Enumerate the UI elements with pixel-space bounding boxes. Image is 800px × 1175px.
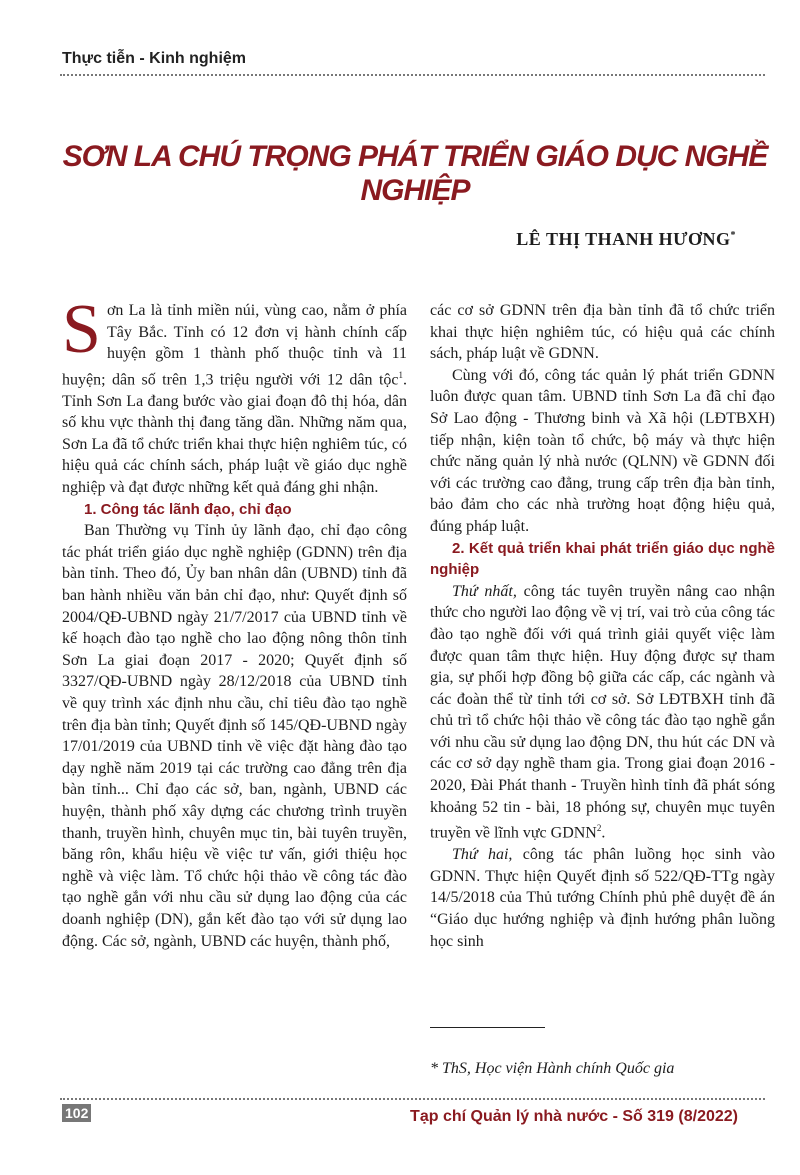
lead-phrase: Thứ nhất,	[452, 582, 517, 600]
article-title: SƠN LA CHÚ TRỌNG PHÁT TRIỂN GIÁO DỤC NGHỀ NGHIỆP	[62, 140, 768, 207]
paragraph	[430, 581, 775, 844]
paragraph-text: công tác tuyên truyền nâng cao nhận thức cho người lao động về vị trí, vai trò của công tác đào tạo nghề đối với quá trình giải quyết việc làm được quan tâm thực hiện. Huy động được sự tham gia, sự phối hợp đồng bộ giữa các cấp, các ngành và các đoàn thể từ tỉnh tới cơ sở. Sở LĐTBXH tỉnh đã chủ trì tổ chức hội thảo về công tác đào tạo nghề gắn với nhu cầu sử dụng lao động DN, thu hút các DN và các cơ sở dạy nghề tham gia. Trong giai đoạn 2016 - 2020, Đài Phát thanh - Truyền hình tỉnh đã phát sóng khoảng 52 tin - bài, 18 phóng sự, chuyên mục tuyên truyền về lĩnh vực GDNN	[430, 582, 776, 842]
page-number: 102	[62, 1104, 91, 1122]
section-heading-1: 1. Công tác lãnh đạo, chỉ đạo	[84, 500, 292, 518]
right-column	[430, 300, 775, 952]
paragraph-end: .	[601, 824, 606, 842]
paragraph-text: công tác phân luồng học sinh vào GDNN. Thực hiện Quyết định số 522/QĐ-TTg ngày 14/5/2018 của Thủ tướng Chính phủ phê duyệt đề án “Giáo dục hướng nghiệp và định hướng phân luồng học sinh	[430, 846, 775, 950]
section-label: Thực tiễn - Kinh nghiệm	[62, 50, 247, 67]
intro-text-b: . Tỉnh Sơn La đang bước vào giai đoạn đô thị hóa, dân số khu vực thành thị đang tăng dần. Những năm qua, Sơn La đã tổ chức triển khai thực hiện nghiêm túc, có hiệu quả các chính sách, pháp luật về giáo dục nghề nghiệp và đạt được những kết quả đáng ghi nhận.	[62, 371, 407, 497]
footnote-ref-2: 2	[596, 823, 602, 834]
author-name: LÊ THỊ THANH HƯƠNG	[516, 229, 731, 249]
author-line	[516, 229, 736, 250]
journal-info: Tạp chí Quản lý nhà nước - Số 319 (8/2022)	[410, 1108, 738, 1125]
intro-text-a: ơn La là tỉnh miền núi, vùng cao, nằm ở phía Tây Bắc. Tỉnh có 12 đơn vị hành chính cấp huyện gồm 1 thành phố thuộc tỉnh và 11 huyện; dân số trên 1,3 triệu người với 12 dân tộc	[62, 302, 407, 389]
footnote-divider	[430, 1027, 545, 1028]
paragraph: Cùng với đó, công tác quản lý phát triển GDNN luôn được quan tâm. UBND tỉnh Sơn La đã chỉ đạo Sở Lao động - Thương binh và Xã hội (LĐTBXH) tiếp nhận, kiện toàn tổ chức, bộ máy và thực hiện chức năng quản lý nhà nước (QLNN) về GDNN đối với các trường cao đẳng, trung cấp trên địa bàn tỉnh, bảo đảm cho các nhà trường hoạt động hiệu quả, đúng pháp luật.	[430, 366, 775, 535]
intro-paragraph	[62, 291, 407, 499]
paragraph: Ban Thường vụ Tỉnh ủy lãnh đạo, chỉ đạo công tác phát triển giáo dục nghề nghiệp (GDNN) trên địa bàn tỉnh. Theo đó, Ủy ban nhân dân (UBND) tỉnh đã ban hành nhiều văn bản chỉ đạo, như: Quyết định số 2004/QĐ-UBND ngày 21/7/2017 của UBND tỉnh về kế hoạch đào tạo nghề cho lao động nông thôn tỉnh Sơn La giai đoạn 2017 - 2020; Quyết định số 3327/QĐ-UBND ngày 28/12/2018 của UBND tỉnh về quy trình xác định nhu cầu, chỉ tiêu đào tạo nghề trên địa bàn tỉnh; Quyết định số 145/QĐ-UBND ngày 17/01/2019 của UBND tỉnh về việc đặt hàng đào tạo dạy nghề năm 2019 tại các trường cao đẳng trên địa bàn tỉnh... Chỉ đạo các sở, ban, ngành, UBND các huyện, thành phố xây dựng các chương trình truyền thanh, truyền hình, chuyên mục tin, bài tuyên truyền, băng rôn, khẩu hiệu về việc tư vấn, giới thiệu học nghề và việc làm. Tổ chức hội thảo về công tác đào tạo nghề gắn với nhu cầu sử dụng lao động của các doanh nghiệp (DN), gắn kết đào tạo với sử dụng lao động. Các sở, ngành, UBND các huyện, thành phố,	[62, 522, 407, 950]
paragraph: các cơ sở GDNN trên địa bàn tỉnh đã tổ chức triển khai thực hiện nghiêm túc, có hiệu quả các chính sách, pháp luật về GDNN.	[430, 302, 775, 363]
footer-divider	[60, 1098, 765, 1100]
drop-cap: S	[62, 291, 101, 368]
left-column	[62, 291, 407, 952]
section-heading-2: 2. Kết quả triển khai phát triển giáo dục nghề nghiệp	[430, 539, 775, 579]
lead-phrase: Thứ hai,	[452, 846, 513, 864]
author-footnote: * ThS, Học viện Hành chính Quốc gia	[430, 1060, 675, 1077]
header-divider	[60, 74, 765, 76]
footnote-ref-1: 1	[398, 369, 403, 380]
paragraph	[430, 844, 775, 952]
author-footnote-mark: *	[730, 230, 736, 241]
